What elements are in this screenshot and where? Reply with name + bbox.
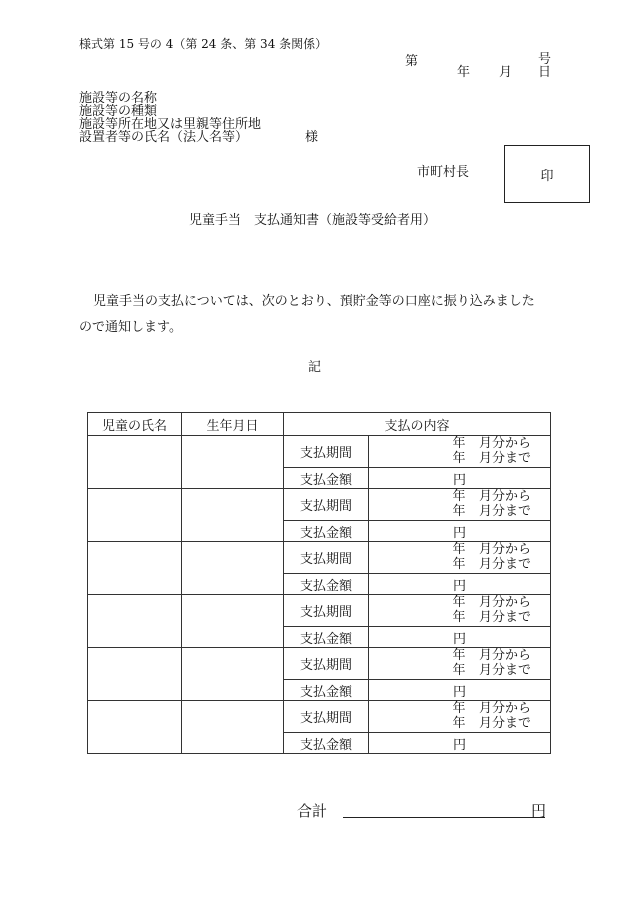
payment-amount-label: 支払金額: [284, 574, 369, 595]
honorific: 様: [305, 130, 319, 145]
document-title: 児童手当 支払通知書（施設等受給者用）: [189, 213, 437, 228]
child-name-cell: [88, 542, 182, 595]
period-from-year: 年: [452, 489, 466, 504]
payment-amount-label: 支払金額: [284, 468, 369, 489]
seal-label: 印: [540, 168, 554, 184]
header-birth-date: 生年月日: [182, 413, 284, 436]
table-row: [88, 648, 551, 680]
mayor-label: 市町村長: [417, 165, 470, 180]
period-to-text: 月分まで: [479, 504, 532, 519]
facility-type-label: 施設等の種類: [79, 104, 158, 119]
payment-period-label: 支払期間: [284, 701, 369, 733]
birth-date-cell: [182, 489, 284, 542]
child-name-cell: [88, 489, 182, 542]
table-row: [88, 542, 551, 574]
period-from-year: 年: [452, 436, 466, 451]
period-from-year: 年: [452, 595, 466, 610]
payment-period-label: 支払期間: [284, 436, 369, 468]
table-body: [88, 436, 551, 754]
birth-date-cell: [182, 542, 284, 595]
date-year: 年: [457, 65, 471, 80]
total-amount-line: [343, 817, 545, 818]
payment-amount-cell: 円: [369, 521, 551, 542]
birth-date-cell: [182, 436, 284, 489]
payment-period-label: 支払期間: [284, 648, 369, 680]
doc-number-prefix: 第: [405, 54, 419, 69]
table-row: [88, 595, 551, 627]
birth-date-cell: [182, 595, 284, 648]
period-from-year: 年: [452, 648, 466, 663]
payment-period-label: 支払期間: [284, 489, 369, 521]
payment-period-cell: [369, 701, 551, 733]
founder-name-label: 設置者等の氏名（法人名等）: [79, 130, 249, 145]
period-to-year: 年: [452, 504, 466, 519]
form-number: 様式第 15 号の 4（第 24 条、第 34 条関係）: [79, 37, 328, 51]
child-name-cell: [88, 436, 182, 489]
period-from-text: 月分から: [479, 489, 532, 504]
period-from-text: 月分から: [479, 701, 532, 716]
period-from-year: 年: [452, 542, 466, 557]
child-name-cell: [88, 648, 182, 701]
period-to-year: 年: [452, 610, 466, 625]
payment-amount-cell: 円: [369, 574, 551, 595]
date-day: 日: [538, 65, 552, 80]
period-from: [439, 543, 531, 557]
total-label: 合計: [297, 802, 328, 820]
period-from-text: 月分から: [479, 648, 532, 663]
child-name-cell: [88, 595, 182, 648]
payment-period-cell: [369, 436, 551, 468]
period-to-year: 年: [452, 716, 466, 731]
period-to-text: 月分まで: [479, 610, 532, 625]
period-to-year: 年: [452, 451, 466, 466]
total-yen: 円: [531, 802, 547, 820]
payment-amount-label: 支払金額: [284, 680, 369, 701]
payment-period-label: 支払期間: [284, 595, 369, 627]
payment-table: [87, 412, 551, 754]
payment-amount-cell: 円: [369, 680, 551, 701]
seal-box: [504, 145, 590, 203]
period-from: [439, 649, 531, 663]
table-row: [88, 489, 551, 521]
period-to: [439, 452, 531, 466]
period-to: [439, 505, 531, 519]
period-to: [439, 611, 531, 625]
period-to-year: 年: [452, 557, 466, 572]
date-month: 月: [499, 65, 513, 80]
payment-amount-label: 支払金額: [284, 733, 369, 754]
payment-amount-label: 支払金額: [284, 521, 369, 542]
body-text-line2: ので通知します。: [79, 320, 182, 335]
period-from-text: 月分から: [479, 595, 532, 610]
child-name-cell: [88, 701, 182, 754]
period-from: [439, 490, 531, 504]
payment-amount-cell: 円: [369, 468, 551, 489]
period-from: [439, 437, 531, 451]
table-row: [88, 436, 551, 468]
payment-amount-cell: 円: [369, 627, 551, 648]
payment-period-cell: [369, 648, 551, 680]
birth-date-cell: [182, 648, 284, 701]
period-to: [439, 664, 531, 678]
payment-amount-cell: 円: [369, 733, 551, 754]
facility-name-label: 施設等の名称: [79, 91, 158, 106]
period-to-year: 年: [452, 663, 466, 678]
doc-number-suffix: 号: [538, 52, 552, 67]
period-from-text: 月分から: [479, 436, 532, 451]
header-child-name: 児童の氏名: [88, 413, 182, 436]
table-header-row: [88, 413, 551, 436]
period-to: [439, 717, 531, 731]
table-row: [88, 701, 551, 733]
payment-period-label: 支払期間: [284, 542, 369, 574]
payment-amount-label: 支払金額: [284, 627, 369, 648]
period-to-text: 月分まで: [479, 557, 532, 572]
period-from: [439, 702, 531, 716]
payment-period-cell: [369, 542, 551, 574]
ki-label: 記: [308, 360, 322, 375]
period-from: [439, 596, 531, 610]
facility-address-label: 施設等所在地又は里親等住所地: [79, 117, 262, 132]
period-from-year: 年: [452, 701, 466, 716]
payment-period-cell: [369, 595, 551, 627]
period-to-text: 月分まで: [479, 451, 532, 466]
period-to-text: 月分まで: [479, 716, 532, 731]
period-from-text: 月分から: [479, 542, 532, 557]
payment-period-cell: [369, 489, 551, 521]
period-to: [439, 558, 531, 572]
body-text-line1: 児童手当の支払については、次のとおり、預貯金等の口座に振り込みました: [93, 294, 535, 309]
period-to-text: 月分まで: [479, 663, 532, 678]
birth-date-cell: [182, 701, 284, 754]
header-payment-content: 支払の内容: [284, 413, 551, 436]
